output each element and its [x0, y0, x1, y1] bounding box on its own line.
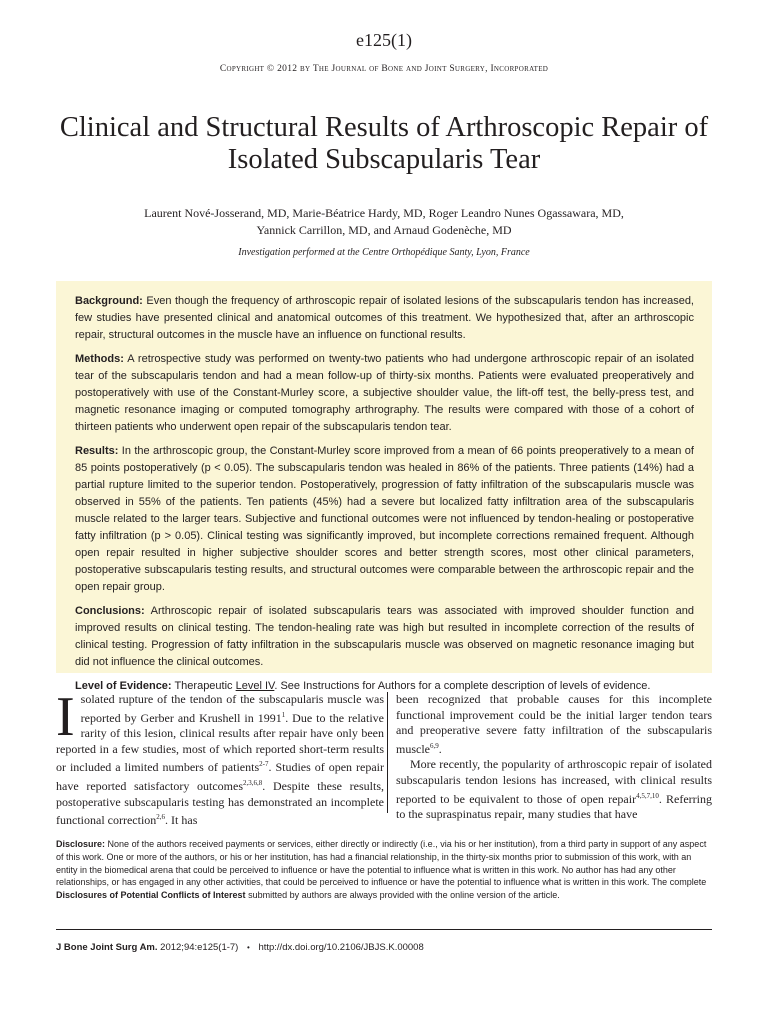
disclosure-text-end: submitted by authors are always provided with the online version of the article.: [248, 890, 560, 901]
column-divider: [387, 692, 388, 813]
citation-info: 2012;94:e125(1-7): [160, 942, 239, 953]
col2-text-c: More recently, the popularity of arthroscopic repair of isolated subscapularis tendon lesions has increased, with clinical results reported to be equivalent to those of open repair: [396, 757, 712, 806]
col1-text-e: . It has: [165, 813, 198, 828]
citation-ref[interactable]: 2-7: [259, 760, 269, 769]
level-iv-link[interactable]: Level IV: [235, 680, 275, 692]
author-line-2: Yannick Carrillon, MD, and Arnaud Godenèche, MD: [256, 223, 512, 237]
citation-footer: [56, 942, 712, 953]
body-column-right: [396, 692, 712, 823]
disclosure-text: None of the authors received payments or services, either directly or indirectly (i.e., via his or her institution), from a third party in support of any aspect of this work. One or more of the authors, or his or her institution, has had a financial relationship, in the thirty-six months prior to submission of this work, with an entity in the biomedical arena that could be perceived to influence or have the potential to influence what is written in this work. No author has had any other relationships, or has engaged in any other activities, that could be perceived to influence or have the potential to influence what is written in this work. The complete: [56, 839, 707, 888]
journal-abbrev: J Bone Joint Surg Am.: [56, 942, 158, 953]
col1-text-a: solated rupture of the tendon of the subscapularis muscle was reported by Gerber and Krushell in 1991: [80, 692, 384, 725]
citation-ref[interactable]: 1: [281, 710, 286, 719]
citation-ref[interactable]: 2,3,6,8: [243, 778, 263, 787]
institution-note: Investigation performed at the Centre Orthopédique Santy, Lyon, France: [238, 247, 530, 258]
col1-text-d: . Despite these results, postoperative subscapularis testing has demonstrated an incomplete functional correction: [56, 778, 384, 828]
disclosure-link[interactable]: Disclosures of Potential Conflicts of Interest: [56, 890, 246, 901]
background-text: Even though the frequency of arthroscopic repair of isolated lesions of the subscapularis tendon has increased, few studies have presented clinical and anatomical outcomes of this treatment. We hypothesized that, after an arthroscopic repair, structural outcomes in the muscle have an influence on functional results.: [75, 295, 694, 341]
author-line-1: Laurent Nové-Josserand, MD, Marie-Béatrice Hardy, MD, Roger Leandro Nunes Ogassawara, MD,: [144, 206, 624, 220]
disclosure-label: Disclosure:: [56, 839, 106, 849]
bullet-separator: •: [246, 943, 250, 952]
citation-ref[interactable]: 4,5,7,10: [636, 791, 659, 800]
disclosure-statement: [56, 838, 712, 902]
methods-label: Methods:: [75, 353, 124, 365]
col2-text-a: been recognized that probable causes for this incomplete functional improvement could be the initial larger tendon tears and preoperative severe fatty infiltration of the subscapularis muscle: [396, 692, 712, 756]
abstract-box: [56, 281, 712, 692]
abstract-background: [75, 293, 694, 344]
level-text-pre: Therapeutic: [174, 680, 233, 692]
drop-cap: I: [56, 686, 75, 748]
level-label: Level of Evidence:: [75, 680, 172, 692]
methods-text: A retrospective study was performed on twenty-two patients who had undergone arthroscopic repair of an isolated tear of the subscapularis tendon and had a mean follow-up of thirty-six months. Patients were evaluated preoperatively and postoperatively with use of the Constant-Murley score, a subjective shoulder value, the lift-off test, the belly-press test, and magnetic resonance imaging or computed tomography arthrography. The results were compared with those of a cohort of thirteen patients who underwent open repair of the subscapularis tendon tear.: [75, 353, 694, 433]
citation-ref[interactable]: 6,9: [430, 741, 439, 750]
conclusions-label: Conclusions:: [75, 605, 145, 617]
col2-text-b: .: [438, 741, 442, 756]
background-label: Background:: [75, 295, 143, 307]
footer-divider: [56, 929, 712, 930]
author-list: [40, 205, 728, 239]
conclusions-text: Arthroscopic repair of isolated subscapularis tears was associated with improved shoulder function and improved results on clinical testing. The tendon-healing rate was high but resulted in incomplete correction of the results of clinical testing. Progression of fatty infiltration in the subscapularis muscle was observed on magnetic resonance imaging but did not influence the clinical outcomes.: [75, 605, 694, 668]
col2-text-d: . Referring to the supraspinatus repair, many studies that have: [396, 791, 712, 822]
col1-text-c: . Studies of open repair have reported satisfactory outcomes: [56, 760, 384, 793]
col1-text-b: . Due to the relative rarity of this lesion, clinical results after repair have only been reported in a few studies, most of which reported short-term results or included a limited numbers of patients: [56, 710, 385, 775]
abstract-results: [75, 443, 694, 596]
article-title: Clinical and Structural Results of Arthroscopic Repair of Isolated Subscapularis Tear: [59, 112, 709, 175]
citation-ref[interactable]: 2,6: [156, 813, 166, 822]
abstract-conclusions: [75, 603, 694, 671]
abstract-methods: [75, 351, 694, 436]
copyright-line: Copyright © 2012 by The Journal of Bone and Joint Surgery, Incorporated: [219, 64, 549, 74]
col2-paragraph-1: [396, 692, 712, 757]
col2-paragraph-2: [396, 757, 712, 822]
page-number: e125(1): [356, 30, 412, 50]
doi-link[interactable]: http://dx.doi.org/10.2106/JBJS.K.00008: [258, 942, 424, 953]
results-label: Results:: [75, 445, 119, 457]
results-text: In the arthroscopic group, the Constant-Murley score improved from a mean of 66 points preoperatively to a mean of 85 points postoperatively (p < 0.05). The subscapularis tendon was healed in 86% of the patients. Three patients (14%) had a partial rupture limited to the superior tendon. Postoperatively, progression of fatty infiltration of the subscapularis muscle was observed in 55% of the patients. Ten patients (45%) had a severe but localized fatty infiltration area of the subscapularis muscle related to the larger tears. Subjective and functional outcomes were not influenced by tendon-healing or postoperative fatty infiltration (p > 0.05). Clinical testing was significantly improved, but incomplete corrections remained frequent. Although open repair resulted in higher subjective shoulder scores and better strength scores, most other clinical parameters, postoperative subscapularis testing results, and structural outcomes were comparable between the arthroscopic repair and the open repair group.: [75, 445, 694, 593]
level-text-post: . See Instructions for Authors for a complete description of levels of evidence.: [274, 680, 651, 692]
